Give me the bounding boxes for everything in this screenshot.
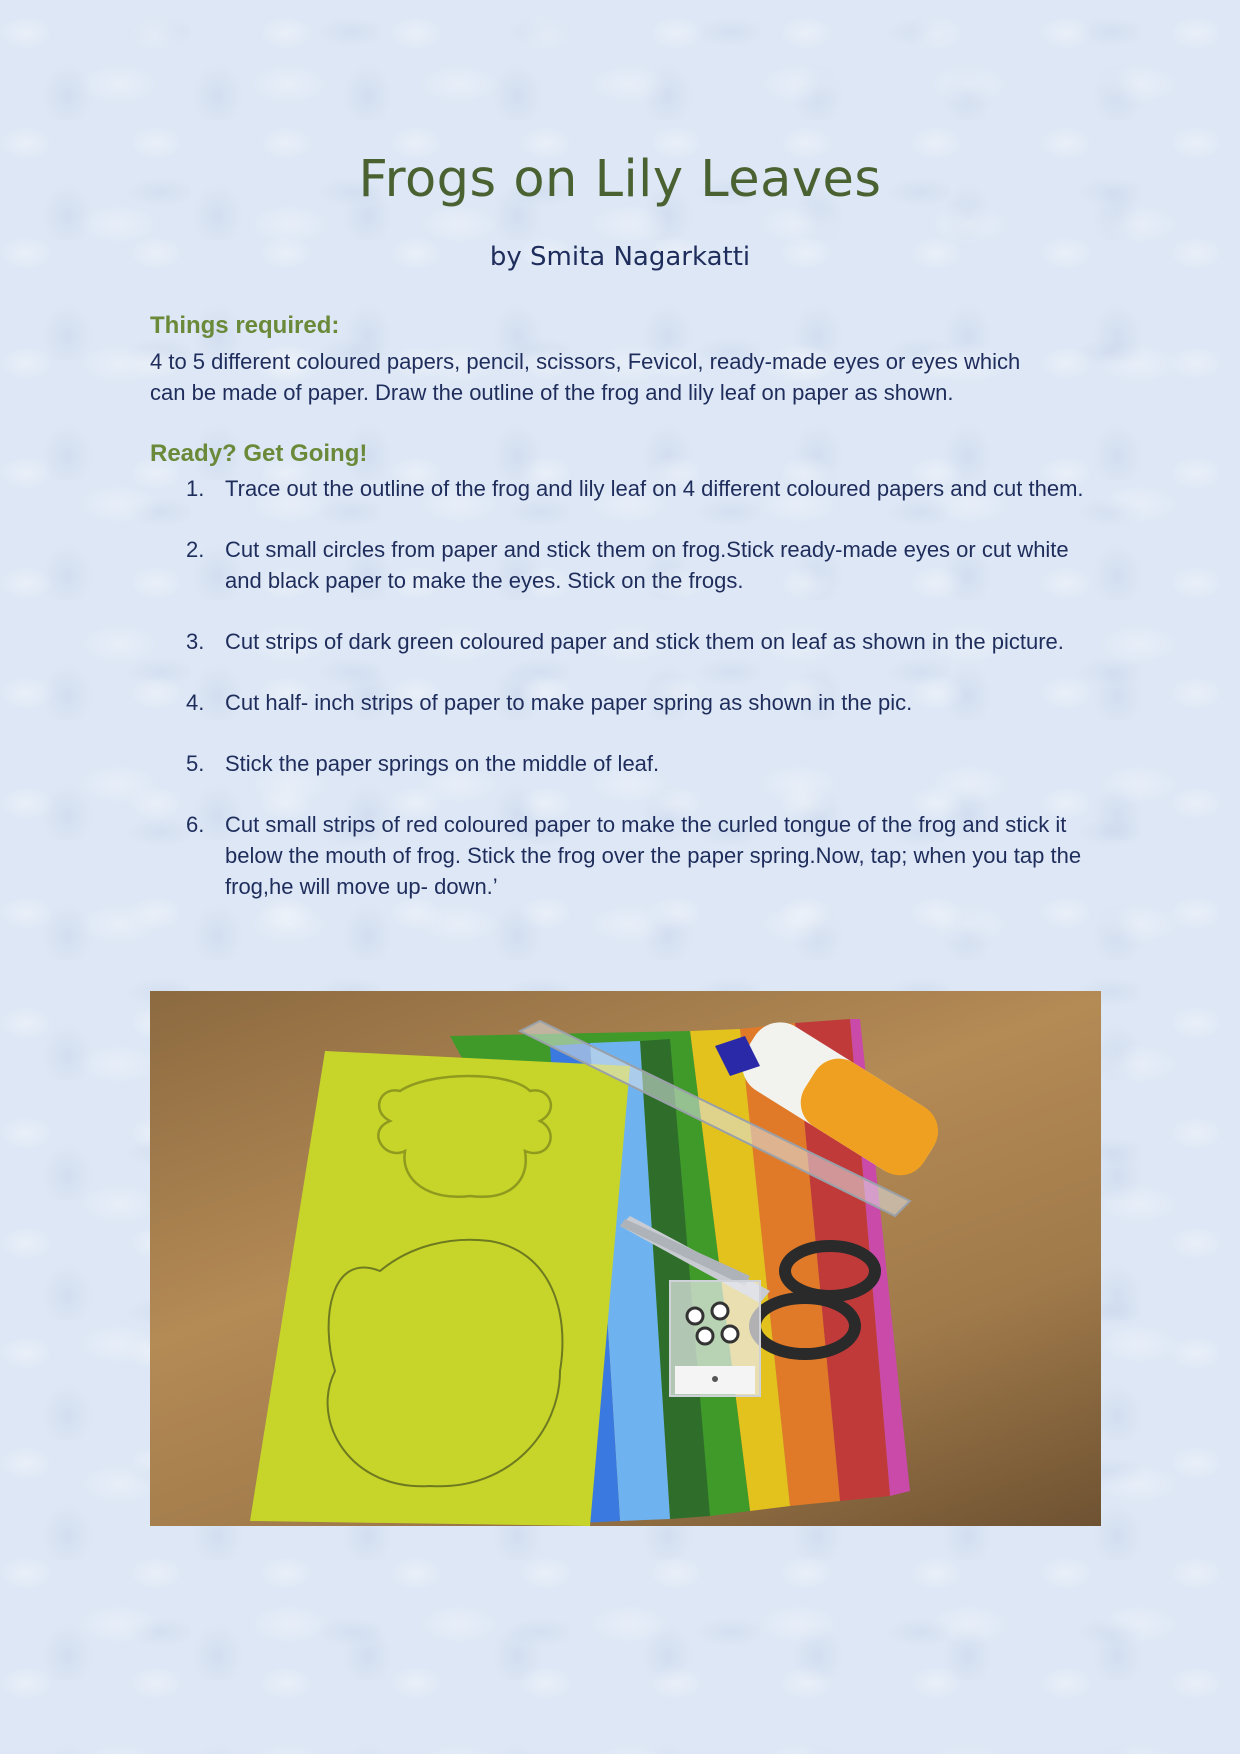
googly-eyes-pack-icon <box>670 1281 760 1396</box>
steps-heading: Ready? Get Going! <box>150 440 368 467</box>
step-number: 3. <box>186 629 205 654</box>
things-required-line: can be made of paper. Draw the outline of the frog and lily leaf on paper as shown. <box>150 380 954 405</box>
list-item <box>150 626 1090 657</box>
step-text: Cut small strips of red coloured paper to make the curled tongue of the frog and stick it below the mouth of frog. Stick the frog over the paper spring.Now, tap; when you tap the frog,he will move up- down.’ <box>225 812 1082 899</box>
steps-list <box>150 473 1090 932</box>
list-item <box>150 748 1090 779</box>
step-text: Trace out the outline of the frog and lily leaf on 4 different coloured papers and cut them. <box>225 476 1084 501</box>
step-number: 5. <box>186 751 205 776</box>
things-required-line: 4 to 5 different coloured papers, pencil, scissors, Fevicol, ready-made eyes or eyes which <box>150 349 1021 374</box>
materials-photo <box>150 991 1101 1526</box>
step-number: 4. <box>186 690 205 715</box>
step-number: 1. <box>186 476 205 501</box>
step-text: Cut half- inch strips of paper to make paper spring as shown in the pic. <box>225 690 913 715</box>
author-byline: by Smita Nagarkatti <box>489 242 751 272</box>
list-item <box>150 809 1090 902</box>
list-item <box>150 473 1090 504</box>
things-required-heading: Things required: <box>150 312 340 339</box>
page-title: Frogs on Lily Leaves <box>358 150 882 209</box>
step-text: Stick the paper springs on the middle of leaf. <box>225 751 660 776</box>
things-required-text <box>150 346 1090 408</box>
step-text: Cut strips of dark green coloured paper and stick them on leaf as shown in the picture. <box>225 629 1064 654</box>
yellow-paper <box>250 1051 630 1526</box>
materials-illustration <box>150 991 1101 1526</box>
list-item <box>150 534 1090 596</box>
step-number: 2. <box>186 537 205 562</box>
list-item <box>150 687 1090 718</box>
step-text: Cut small circles from paper and stick them on frog.Stick ready-made eyes or cut white and black paper to make the eyes. Stick on the frogs. <box>225 537 1069 593</box>
step-number: 6. <box>186 812 205 837</box>
